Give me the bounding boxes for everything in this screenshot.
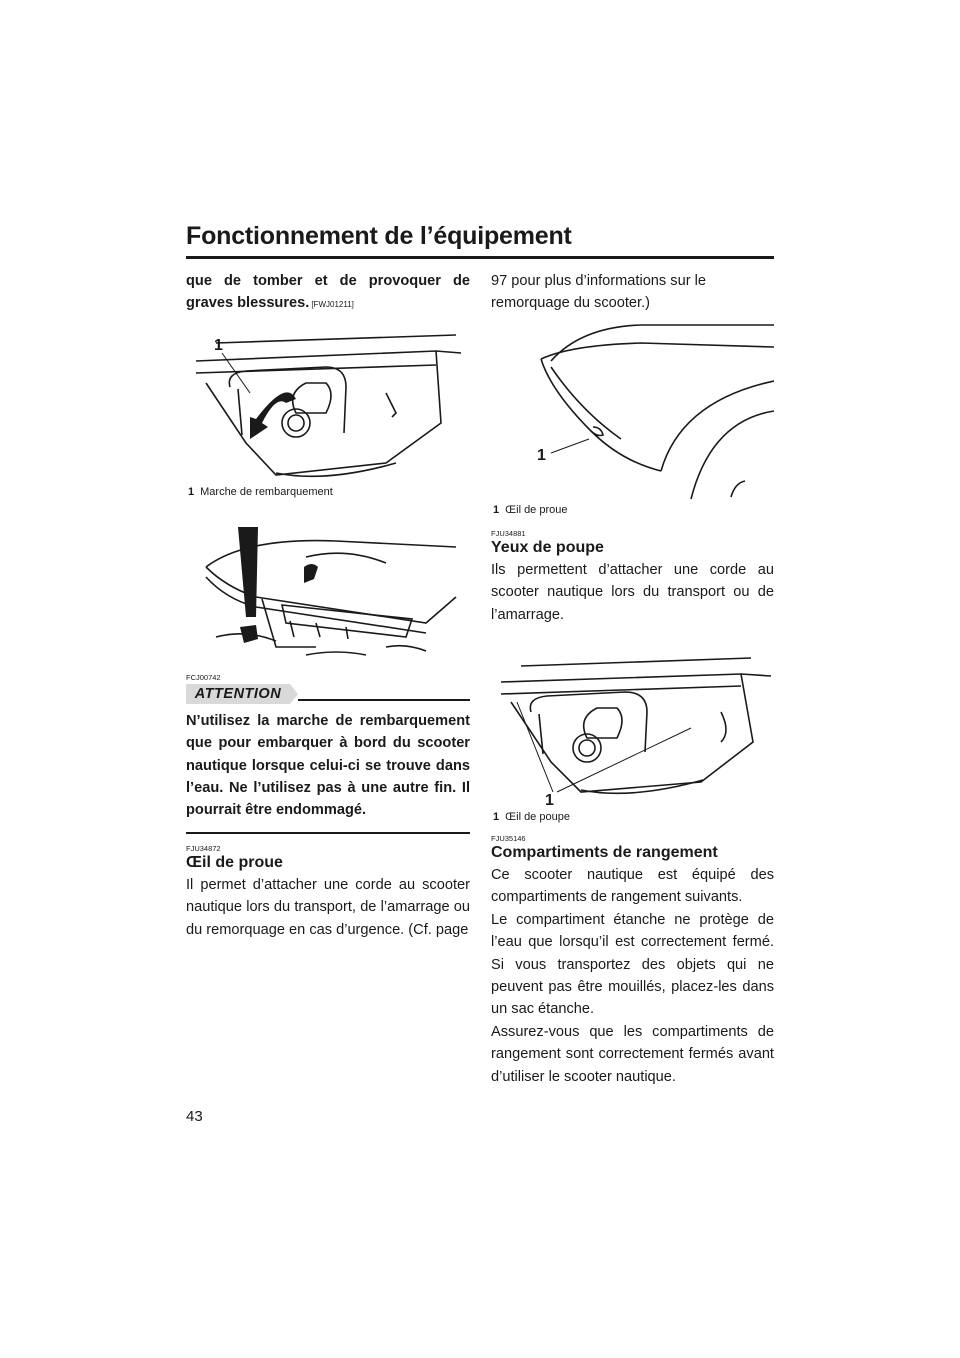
storage-paragraph-2: Le compartiment étanche ne protège de l’eau que lorsqu’il est correctement fermé. Si vous transportez des objets qui ne peuvent pas être mouillés, placez-les dans un sac étanche.: [491, 911, 774, 1018]
continued-text: 97 pour plus d’informations sur le remorquage du scooter.): [491, 273, 706, 312]
attention-badge: ATTENTION: [186, 684, 290, 704]
figure-caption: [186, 485, 470, 499]
callout-1: 1: [214, 336, 223, 354]
warning-text: que de tomber et de provoquer de graves blessures.: [186, 273, 470, 312]
section-title-bow: Œil de proue: [186, 853, 283, 871]
section-code-stern: FJU34881: [491, 528, 526, 538]
caption-text: Marche de rembarquement: [200, 485, 333, 498]
figure-boarding-person: [186, 527, 470, 667]
section-text-bow: Il permet d’attacher une corde au scooter nautique lors du transport, de l’amarrage ou du remorquage en cas d’urgence. (Cf. page: [186, 876, 470, 938]
caption-number: 1: [493, 811, 500, 824]
callout-1: 1: [545, 792, 554, 810]
boarding-step-illustration: [186, 323, 470, 483]
header-rule: [186, 256, 774, 259]
boarding-person-illustration: [186, 527, 470, 667]
figure-bow-eye: [491, 321, 774, 517]
figure-caption: [491, 503, 774, 517]
attention-bottom-rule: [186, 832, 470, 834]
attention-rule: [298, 699, 470, 701]
figure-boarding-step: [186, 323, 470, 499]
section-code-bow: FJU34872: [186, 843, 221, 853]
storage-paragraph-3: Assurez-vous que les compartiments de rangement sont correctement fermés avant d’utiliser le scooter nautique.: [491, 1023, 774, 1085]
figure-stern-eye: [491, 642, 774, 824]
storage-paragraph-1: Ce scooter nautique est équipé des compartiments de rangement suivants.: [491, 867, 774, 906]
callout-1: 1: [537, 446, 546, 464]
caption-number: 1: [188, 485, 195, 498]
page-number: 43: [186, 1108, 203, 1125]
attention-text: N’utilisez la marche de rembarquement que pour embarquer à bord du scooter nautique lorsque celui-ci se trouve dans l’eau. Ne l’utilisez pas à une autre fin. Il pourrait être endommagé.: [186, 712, 470, 819]
caption-text: Œil de proue: [505, 503, 568, 516]
warning-end-text: [186, 270, 470, 317]
section-title-storage: Compartiments de rangement: [491, 844, 718, 862]
section-title-stern: Yeux de poupe: [491, 538, 604, 556]
right-column: [491, 270, 774, 1088]
section-text-stern: Ils permettent d’attacher une corde au scooter nautique lors du transport ou de l’amarrage.: [491, 561, 774, 623]
stern-eye-illustration: [491, 642, 774, 802]
warning-ref: [FWJ01211]: [311, 300, 354, 310]
attention-header: [186, 682, 470, 706]
attention-code: FCJ00742: [186, 672, 221, 682]
page-title: Fonctionnement de l’équipement: [186, 222, 572, 250]
section-code-storage: FJU35146: [491, 834, 526, 844]
left-column: [186, 270, 470, 941]
figure-caption: [491, 810, 774, 824]
caption-number: 1: [493, 503, 500, 516]
caption-text: Œil de poupe: [505, 811, 570, 824]
bow-eye-illustration: [491, 321, 774, 501]
